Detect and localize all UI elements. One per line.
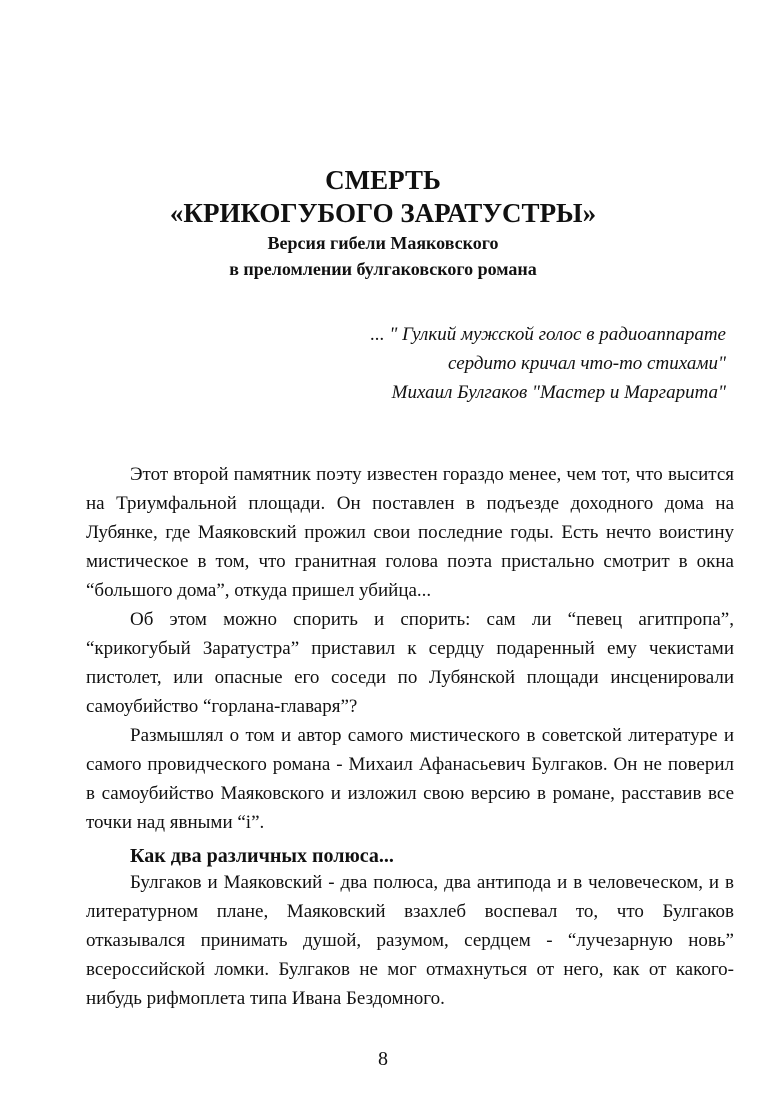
title-line-1: СМЕРТЬ [325,165,441,195]
epigraph [166,320,726,407]
paragraph: Об этом можно спорить и спорить: сам ли “певец агитпропа”, “крикогубый Заратустра” приставил к сердцу подаренный ему чекистами пистолет, или опасные его соседи по Лубянской площади инсценировали самоубийство “горлана-главаря”? [86,609,734,717]
section-text [86,868,734,1013]
paragraph: Размышлял о том и автор самого мистического в советской литературе и самого провидческого романа - Михаил Афанасьевич Булгаков. Он не поверил в самоубийство Маяковского и изложил свою версию в романе, расставив все точки над явными “і”. [86,725,734,833]
title-line-2: «КРИКОГУБОГО ЗАРАТУСТРЫ» [169,198,597,228]
epigraph-line-2: сердито кричал что-то стихами" [448,353,726,374]
main-text [86,460,734,837]
paragraph: Этот второй памятник поэту известен гораздо менее, чем тот, что высится на Триумфальной площади. Он поставлен в подъезде доходного дома на Лубянке, где Маяковский прожил свои последние годы. Есть нечто воистину мистическое в том, что гранитная голова поэта пристально смотрит в окна “большого дома”, откуда пришел убийца... [86,464,734,601]
subtitle-line-2: в преломлении булгаковского романа [229,259,537,279]
page-number: 8 [378,1048,388,1070]
subtitle-line-1: Версия гибели Маяковского [267,233,499,253]
chapter-title [0,164,766,282]
section-heading: Как два различных полюса... [130,845,394,867]
epigraph-attribution: Михаил Булгаков "Мастер и Маргарита" [391,382,726,403]
paragraph: Булгаков и Маяковский - два полюса, два антипода и в человеческом, и в литературном плане, Маяковский взахлеб воспевал то, что Булгаков отказывался принимать душой, разумом, сердцем - “лучезарную новь” всероссийской ломки. Булгаков не мог отмахнуться от него, как от какого-нибудь рифмоплета типа Ивана Бездомного. [86,872,734,1009]
epigraph-line-1: ... " Гулкий мужской голос в радиоаппарате [370,324,726,345]
